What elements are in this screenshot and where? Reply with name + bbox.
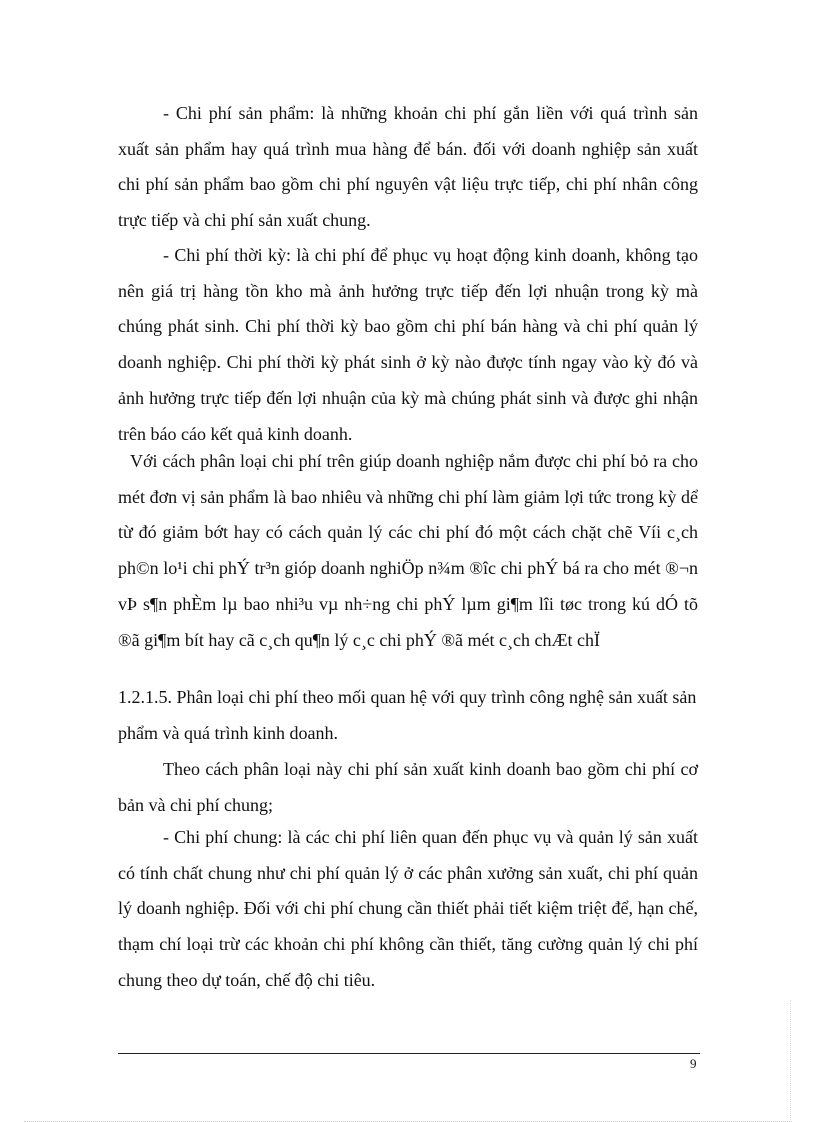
paragraph-classification-summary: Với cách phân loại chi phí trên giúp doanh nghiệp nắm được chi phí bỏ ra cho mét đơn vị sản phẩm là bao nhiêu và những chi phí làm giảm lợi tức trong kỳ dể từ đó giảm bớt hay có cách quản lý các chi phí đó một cách chặt chẽ Víi c¸ch ph©n lo¹i chi phÝ tr³n gióp doanh nghiÖp n¾m ®îc chi phÝ bá ra cho mét ®¬n vÞ s¶n phÈm lµ bao nhi³u vµ nh÷ng chi phÝ lµm gi¶m lîi tøc trong kú dÓ tõ ®ã gi¶m bít hay cã c¸ch qu¶n lý c¸c chi phÝ ®ã mét c¸ch chÆt chÏ <box>118 451 698 650</box>
section-classification-summary <box>118 444 698 658</box>
section-heading-1-2-1-5: 1.2.1.5. Phân loại chi phí theo mối quan hệ với quy trình công nghệ sản xuất sản phẩm và quá trình kinh doanh. <box>118 687 697 743</box>
section-classification-intro <box>118 752 698 823</box>
paragraph-overhead-cost: - Chi phí chung: là các chi phí liên quan đến phục vụ và quản lý sản xuất có tính chất chung như chi phí quản lý ở các phân xưởng sản xuất, chi phí quản lý doanh nghiệp. Đối với chi phí chung cần thiết phải tiết kiệm triệt để, hạn chế, thạm chí loại trừ các khoản chi phí không cần thiết, tăng cường quản lý chi phí chung theo dự toán, chế độ chi tiêu. <box>118 827 698 990</box>
bottom-dotted-border <box>24 1121 792 1122</box>
section-period-cost <box>118 238 698 452</box>
footer-rule <box>118 1053 700 1054</box>
section-overhead-cost <box>118 820 698 999</box>
side-dotted-border <box>790 1000 791 1120</box>
page-number: 9 <box>690 1056 697 1071</box>
paragraph-product-cost: - Chi phí sản phẩm: là những khoản chi phí gắn liền với quá trình sản xuất sản phẩm hay quá trình mua hàng để bán. đối với doanh nghiệp sản xuất chi phí sản phẩm bao gồm chi phí nguyên vật liệu trực tiếp, chi phí nhân công trực tiếp và chi phí sản xuất chung. <box>118 103 698 231</box>
section-heading <box>118 680 698 751</box>
section-product-cost <box>118 96 698 239</box>
paragraph-classification-intro: Theo cách phân loại này chi phí sản xuất kinh doanh bao gồm chi phí cơ bản và chi phí chung; <box>118 759 698 815</box>
paragraph-period-cost: - Chi phí thời kỳ: là chi phí để phục vụ hoạt động kinh doanh, không tạo nên giá trị hàng tồn kho mà ảnh hưởng trực tiếp đến lợi nhuận trong kỳ mà chúng phát sinh. Chi phí thời kỳ bao gồm chi phí bán hàng và chi phí quản lý doanh nghiệp. Chi phí thời kỳ phát sinh ở kỳ nào được tính ngay vào kỳ đó và ảnh hưởng trực tiếp đến lợi nhuận của kỳ mà chúng phát sinh và được ghi nhận trên báo cáo kết quả kinh doanh. <box>118 245 698 444</box>
